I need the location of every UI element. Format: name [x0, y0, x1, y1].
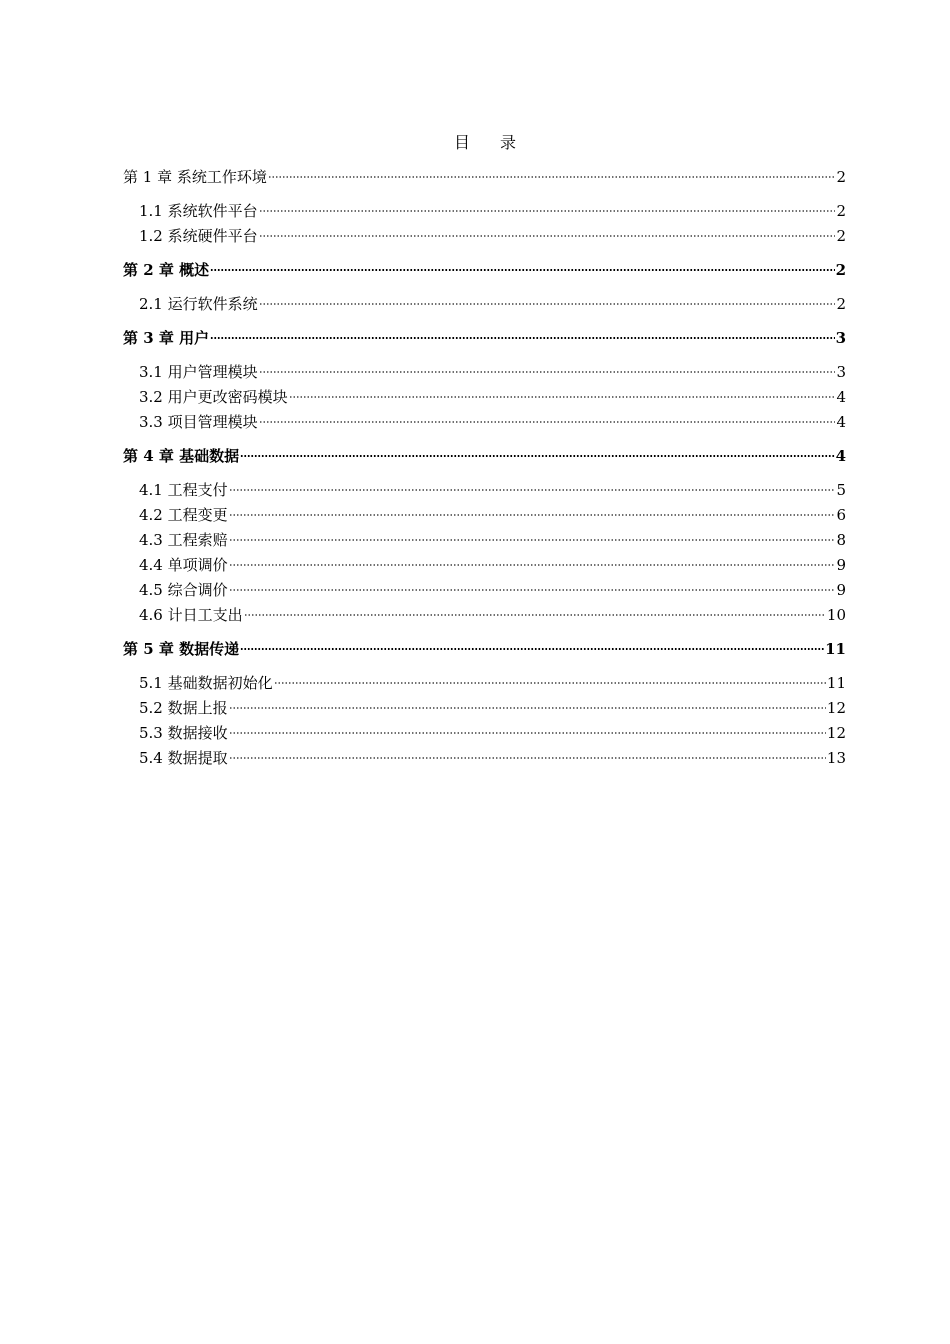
- toc-entry-page: 2: [836, 295, 846, 313]
- dot-leader: [229, 757, 826, 759]
- dot-leader: [259, 421, 836, 423]
- toc-entry-section-4-5[interactable]: [123, 578, 846, 603]
- toc-entry-page: 9: [836, 556, 846, 574]
- toc-entry-label: 1.1 系统软件平台: [139, 202, 258, 220]
- toc-entry-section-4-3[interactable]: [123, 528, 846, 553]
- toc-title: [0, 131, 950, 155]
- dot-leader: [210, 269, 834, 271]
- toc-entry-page: 2: [835, 261, 846, 279]
- dot-leader: [229, 732, 826, 734]
- dot-leader: [229, 707, 826, 709]
- toc-entry-section-4-6[interactable]: [123, 603, 846, 628]
- toc-entry-section-3-3[interactable]: [123, 410, 846, 435]
- toc-entry-section-5-4[interactable]: [123, 746, 846, 771]
- toc-entry-section-5-3[interactable]: [123, 721, 846, 746]
- toc-entry-page: 9: [836, 581, 846, 599]
- toc-entry-label: 2.1 运行软件系统: [139, 295, 258, 313]
- toc-entry-section-5-1[interactable]: [123, 671, 846, 696]
- toc-entry-page: 12: [826, 724, 846, 742]
- toc-entry-chapter-1[interactable]: [123, 165, 846, 190]
- dot-leader: [229, 589, 836, 591]
- toc-entry-chapter-3[interactable]: [123, 326, 846, 351]
- toc-entry-page: 4: [836, 388, 846, 406]
- dot-leader: [274, 682, 826, 684]
- toc-entry-label: 3.1 用户管理模块: [139, 363, 258, 381]
- dot-leader: [268, 176, 836, 178]
- toc-entry-chapter-4[interactable]: [123, 444, 846, 469]
- toc-entry-label: 第 5 章 数据传递: [123, 640, 240, 658]
- toc-entry-section-2-1[interactable]: [123, 292, 846, 317]
- toc-entry-section-1-1[interactable]: [123, 199, 846, 224]
- toc-entry-section-4-2[interactable]: [123, 503, 846, 528]
- toc-entry-chapter-2[interactable]: [123, 258, 846, 283]
- dot-leader: [259, 210, 836, 212]
- dot-leader: [210, 337, 834, 339]
- toc-entry-page: 13: [826, 749, 846, 767]
- toc-entry-page: 8: [836, 531, 846, 549]
- toc-entry-section-3-1[interactable]: [123, 360, 846, 385]
- dot-leader: [259, 371, 836, 373]
- dot-leader: [229, 564, 836, 566]
- toc-title-left: 目: [453, 133, 470, 152]
- toc-entry-label: 1.2 系统硬件平台: [139, 227, 258, 245]
- toc-entry-page: 5: [836, 481, 846, 499]
- toc-entry-label: 第 1 章 系统工作环境: [123, 168, 267, 186]
- toc-entry-label: 第 3 章 用户: [123, 329, 210, 347]
- toc-entry-label: 4.6 计日工支出: [139, 606, 243, 624]
- toc-entry-page: 3: [836, 363, 846, 381]
- toc-entry-section-5-2[interactable]: [123, 696, 846, 721]
- dot-leader: [229, 489, 836, 491]
- toc-entry-label: 4.1 工程支付: [139, 481, 228, 499]
- toc-entry-label: 4.2 工程变更: [139, 506, 228, 524]
- table-of-contents: [123, 165, 846, 771]
- toc-entry-page: 6: [836, 506, 846, 524]
- toc-entry-label: 3.3 项目管理模块: [139, 413, 258, 431]
- dot-leader: [259, 235, 836, 237]
- dot-leader: [240, 455, 834, 457]
- toc-entry-label: 4.5 综合调价: [139, 581, 228, 599]
- toc-entry-page: 12: [826, 699, 846, 717]
- toc-entry-label: 5.2 数据上报: [139, 699, 228, 717]
- toc-entry-page: 10: [826, 606, 846, 624]
- toc-entry-section-4-4[interactable]: [123, 553, 846, 578]
- toc-entry-label: 3.2 用户更改密码模块: [139, 388, 288, 406]
- dot-leader: [244, 614, 826, 616]
- toc-entry-page: 11: [826, 674, 846, 692]
- dot-leader: [240, 648, 824, 650]
- dot-leader: [229, 514, 836, 516]
- toc-entry-page: 2: [836, 202, 846, 220]
- dot-leader: [229, 539, 836, 541]
- toc-entry-label: 5.4 数据提取: [139, 749, 228, 767]
- toc-entry-section-4-1[interactable]: [123, 478, 846, 503]
- toc-entry-page: 4: [836, 413, 846, 431]
- toc-entry-label: 第 2 章 概述: [123, 261, 210, 279]
- toc-entry-section-1-2[interactable]: [123, 224, 846, 249]
- toc-entry-page: 11: [825, 640, 846, 658]
- toc-entry-page: 2: [836, 227, 846, 245]
- dot-leader: [259, 303, 836, 305]
- toc-entry-page: 4: [835, 447, 846, 465]
- toc-entry-section-3-2[interactable]: [123, 385, 846, 410]
- toc-entry-label: 5.3 数据接收: [139, 724, 228, 742]
- toc-entry-page: 2: [836, 168, 846, 186]
- toc-entry-label: 5.1 基础数据初始化: [139, 674, 273, 692]
- toc-entry-page: 3: [835, 329, 846, 347]
- toc-entry-chapter-5[interactable]: [123, 637, 846, 662]
- toc-entry-label: 第 4 章 基础数据: [123, 447, 240, 465]
- toc-entry-label: 4.4 单项调价: [139, 556, 228, 574]
- dot-leader: [289, 396, 836, 398]
- toc-entry-label: 4.3 工程索赔: [139, 531, 228, 549]
- toc-title-right: 录: [500, 133, 517, 152]
